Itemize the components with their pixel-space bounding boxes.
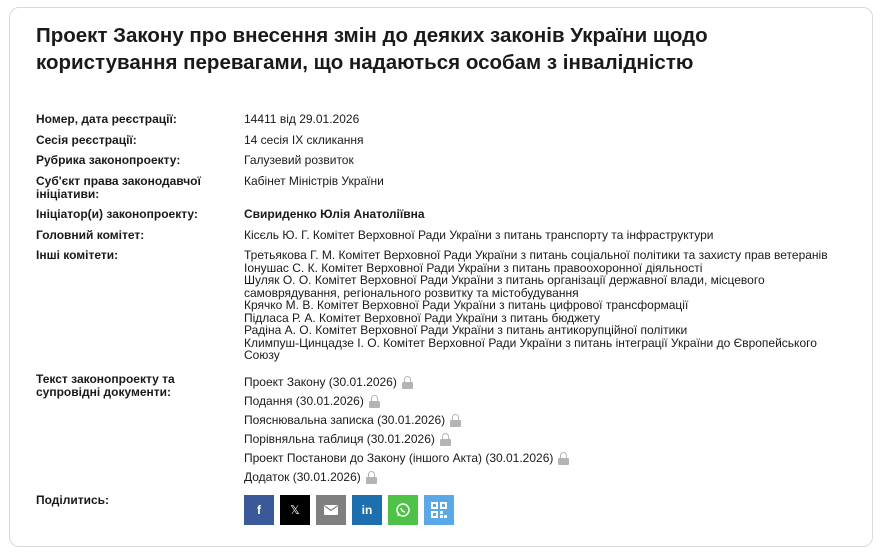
- committee-item: Підласа Р. А. Комітет Верховної Ради України з питань бюджету: [244, 310, 601, 325]
- facebook-share-button[interactable]: [244, 495, 274, 525]
- field-label: Текст законопроекту та супровідні документи:: [36, 372, 175, 399]
- field-label: Суб'єкт права законодавчої ініціативи:: [36, 174, 201, 201]
- lock-icon: [366, 471, 377, 484]
- field-label: Поділитись:: [36, 493, 110, 507]
- page-title: Проект Закону про внесення змін до деяких законів України щодо користування перевагами, що надаються особам з інвалідністю: [36, 24, 708, 74]
- document-link[interactable]: Пояснювальна записка (30.01.2026): [244, 413, 446, 427]
- x-share-button[interactable]: [280, 495, 310, 525]
- document-link[interactable]: Додаток (30.01.2026): [244, 470, 361, 484]
- document-link[interactable]: Подання (30.01.2026): [244, 394, 364, 408]
- committee-item: Іонушас С. К. Комітет Верховної Ради України з питань правоохоронної діяльності: [244, 260, 703, 275]
- committee-item: Радіна А. О. Комітет Верховної Ради України з питань антикорупційної політики: [244, 323, 688, 337]
- qr-code-button[interactable]: [424, 495, 454, 525]
- committee-item: Крячко М. В. Комітет Верховної Ради України з питань цифрової трансформації: [244, 298, 689, 312]
- linkedin-icon: in: [361, 503, 373, 517]
- x-icon: 𝕏: [290, 503, 300, 517]
- field-value: 14 сесія IX скликання: [244, 133, 364, 147]
- email-icon: [324, 505, 338, 515]
- committee-item: Шуляк О. О. Комітет Верховної Ради України з питань організації державної влади, місцевого самоврядування, регіонального розвитку та містобудування: [244, 273, 765, 300]
- document-link[interactable]: Проект Постанови до Закону (іншого Акта) (30.01.2026): [244, 451, 554, 465]
- field-label: Номер, дата реєстрації:: [36, 112, 177, 126]
- lock-icon: [440, 433, 451, 446]
- field-value: Галузевий розвиток: [244, 153, 354, 167]
- lock-icon: [558, 452, 569, 465]
- document-link[interactable]: Порівняльна таблиця (30.01.2026): [244, 432, 435, 446]
- field-value: Кабінет Міністрів України: [244, 174, 384, 188]
- committee-item: Третьякова Г. М. Комітет Верховної Ради України з питань соціальної політики та захисту прав ветеранів: [244, 248, 828, 262]
- document-link[interactable]: Проект Закону (30.01.2026): [244, 375, 397, 389]
- whatsapp-icon: [395, 502, 411, 518]
- qr-code-icon: [431, 502, 447, 518]
- field-value: Кісєль Ю. Г. Комітет Верховної Ради України з питань транспорту та інфраструктури: [244, 228, 714, 242]
- field-label: Рубрика законопроекту:: [36, 153, 181, 167]
- field-label: Головний комітет:: [36, 228, 145, 242]
- facebook-icon: f: [257, 503, 261, 517]
- whatsapp-share-button[interactable]: [388, 495, 418, 525]
- email-share-button[interactable]: [316, 495, 346, 525]
- share-buttons: [244, 495, 454, 525]
- lock-icon: [450, 414, 461, 427]
- lock-icon: [402, 376, 413, 389]
- field-label: Інші комітети:: [36, 248, 119, 262]
- lock-icon: [369, 395, 380, 408]
- initiator-link[interactable]: Свириденко Юлія Анатоліївна: [244, 207, 425, 221]
- committee-item: Климпуш-Цинцадзе І. О. Комітет Верховної Ради України з питань інтеграції України до Європейського Союзу: [244, 335, 817, 362]
- field-value: 14411 від 29.01.2026: [244, 112, 360, 126]
- field-label: Ініціатор(и) законопроекту:: [36, 207, 198, 221]
- field-label: Сесія реєстрації:: [36, 133, 137, 147]
- linkedin-share-button[interactable]: [352, 495, 382, 525]
